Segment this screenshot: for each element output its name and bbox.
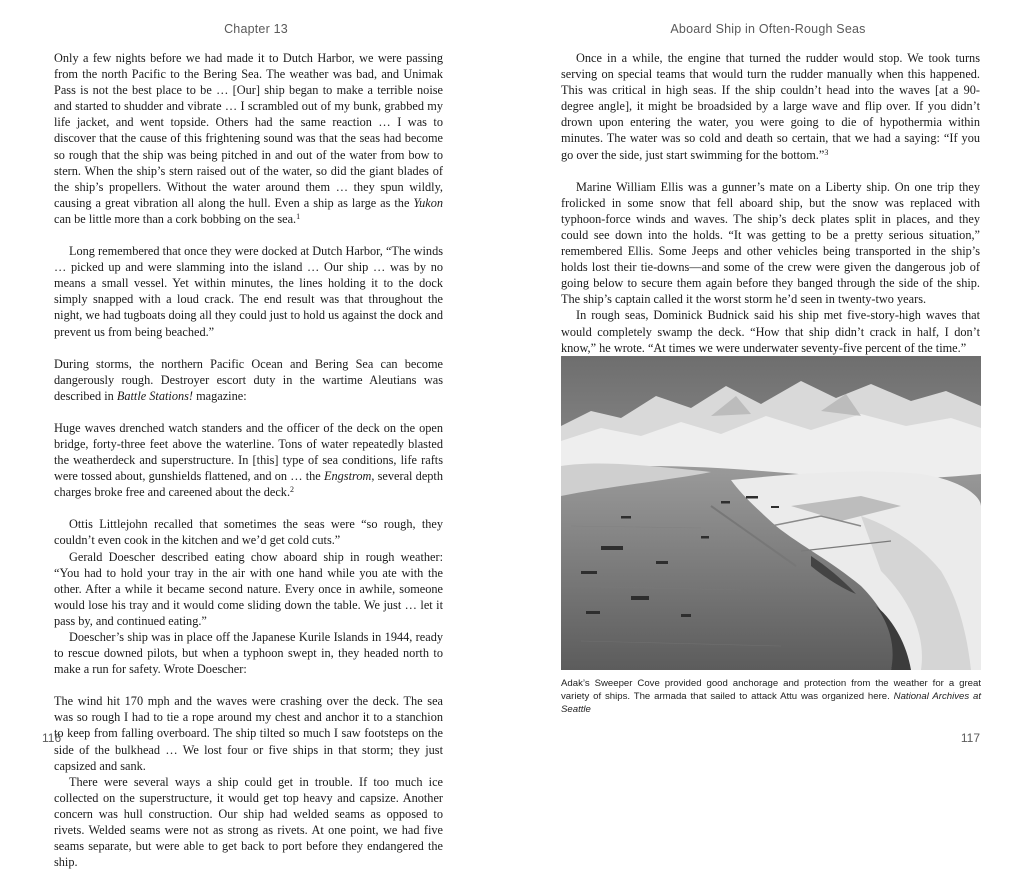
extract-dutch-harbor: Only a few nights before we had made it to Dutch Harbor, we were passing from the north Pacific to the Bering Sea. The weather was bad, and Unimak Pass is not the best place to be … [Our] ship began to make a terrible noise and started to shudder and vibrate … I scrambled out of my bunk, grabbed my life jacket, and went topside. Others had the same reaction … I was to discover that the cause of this frightening sound was that the seas had become so rough that the ship was being pitched in and out of the water from bow to stern. When the ship’s stern raised out of the water, so did the giant blades of the ship’s propellers. Without the water around them … they spun wildly, causing a great vibration all along the hull. Even a ship as large as the Yukon can be little more than a cork bobbing on the sea.$^1$ (54, 51, 443, 226)
page-number-right: 117 (960, 731, 980, 745)
paragraph-doescher-chow: Gerald Doescher described eating chow aboard ship in rough weather: “You had to hold your tray in the air with one hand while you ate with the other. After a while it became second nature. Every once in awhile, someone would lose his tray and it would come sliding down the table. We just … let it pass by, and continued eating.” (54, 549, 443, 628)
paragraph-storms: During storms, the northern Pacific Ocean and Bering Sea can become dangerously rough. Destroyer escort duty in the wartime Aleutians was described in Battle Stations! magazine: (54, 356, 443, 403)
extract-rudder: Once in a while, the engine that turned the rudder would stop. We took turns serving on special teams that would turn the rudder manually when this happened. This was critical in high seas. If the ship couldn’t head into the waves [at a 90-degree angle], it might be broadsided by a large wave and flip over. If you didn’t drown upon entering the water, you were going to die of hypothermia within minutes. The water was so cold and death so certain, that we had a saying: “If you go over the side, just start swimming for the bottom.”$^3$ (561, 51, 980, 162)
left-page-body (54, 50, 443, 870)
paragraph-long-docked: Long remembered that once they were docked at Dutch Harbor, “The winds … picked up and were slamming into the island … Our ship … was by no means a small vessel. Yet within minutes, the lines holding it to the dock simply snapped with a loud crack. The end result was that throughout the night, we had tugboats doing all they could just to hold us against the dock and prevent us from being beached.” (54, 244, 443, 339)
paragraph-ellis: Marine William Ellis was a gunner’s mate on a Liberty ship. On one trip they frolicked in some snow that fell aboard ship, but the snow was replaced with typhoon-force winds and waves. The ship’s deck plates split in places, and they could see down into the holds. “It was getting to be a pretty serious situation,” remembered Ellis. Some Jeeps and other vehicles being transported in the ship’s holds lost their tie-downs—and some of the crew were given the dangerous job of going below to secure them again before they banged through the side of the ship. The ship’s captain called it the worst storm he’d seen in twenty-two years. (561, 179, 980, 307)
footnote-ref-2: 2 (290, 485, 295, 495)
sweeper-cove-photo (561, 356, 981, 670)
page-number-left: 116 (42, 731, 62, 745)
photo-credit: National Archives at Seattle (561, 691, 982, 715)
photo-caption: Adak’s Sweeper Cove provided good anchorage and protection from the weather for a great variety of ships. The armada that sailed to attack Attu was organized here. National Archives at Seattle (561, 678, 982, 715)
right-page (512, 0, 1024, 768)
running-head-left: Chapter 13 (224, 22, 288, 36)
paragraph-littlejohn: Ottis Littlejohn recalled that sometimes the seas were “so rough, they couldn’t even cook in the kitchen and we’d get cold cuts.” (54, 517, 443, 548)
extract-typhoon: The wind hit 170 mph and the waves were crashing over the deck. The sea was so rough I had to tie a rope around my chest and anchor it to a stanchion to keep from falling overboard. The ship tilted so much I saw footsteps on the side of the bulkhead … We lost four or five ships in that storm; they just capsized and sank. (54, 694, 443, 773)
running-head-right: Aboard Ship in Often-Rough Seas (670, 22, 866, 36)
paragraph-budnick: In rough seas, Dominick Budnick said his ship met five-story-high waves that would completely swamp the deck. “How that ship didn’t crack in half, I don’t know,” he wrote. “At times we were underwater seventy-five percent of the time.” (561, 308, 980, 355)
extract-battle-stations: Huge waves drenched watch standers and the officer of the deck on the open bridge, forty-three feet above the waterline. Tons of water repeatedly blasted the weatherdeck and superstructure. In [this] type of sea conditions, life rafts were tossed about, gunshields flattened, and on … the Engstrom, several depth charges broke free and careened about the deck.$^2$ (54, 420, 443, 500)
footnote-ref-1: 1 (296, 211, 301, 221)
paragraph-doescher-kurile: Doescher’s ship was in place off the Japanese Kurile Islands in 1944, ready to rescue downed pilots, but when a typhoon swept in, they headed north to make a run for safety. Wrote Doescher: (54, 630, 443, 677)
extract-ship-trouble: There were several ways a ship could get in trouble. If too much ice collected on the superstructure, it would get top heavy and capsize. Another concern was hull construction. Our ship had welded seams as opposed to rivets. Welded seams were not as strong as rivets. At one point, we had five seams separate, but were able to get back to port before they endangered the ship. (54, 774, 443, 870)
right-page-body (561, 50, 980, 388)
footnote-ref-3: 3 (824, 147, 829, 157)
